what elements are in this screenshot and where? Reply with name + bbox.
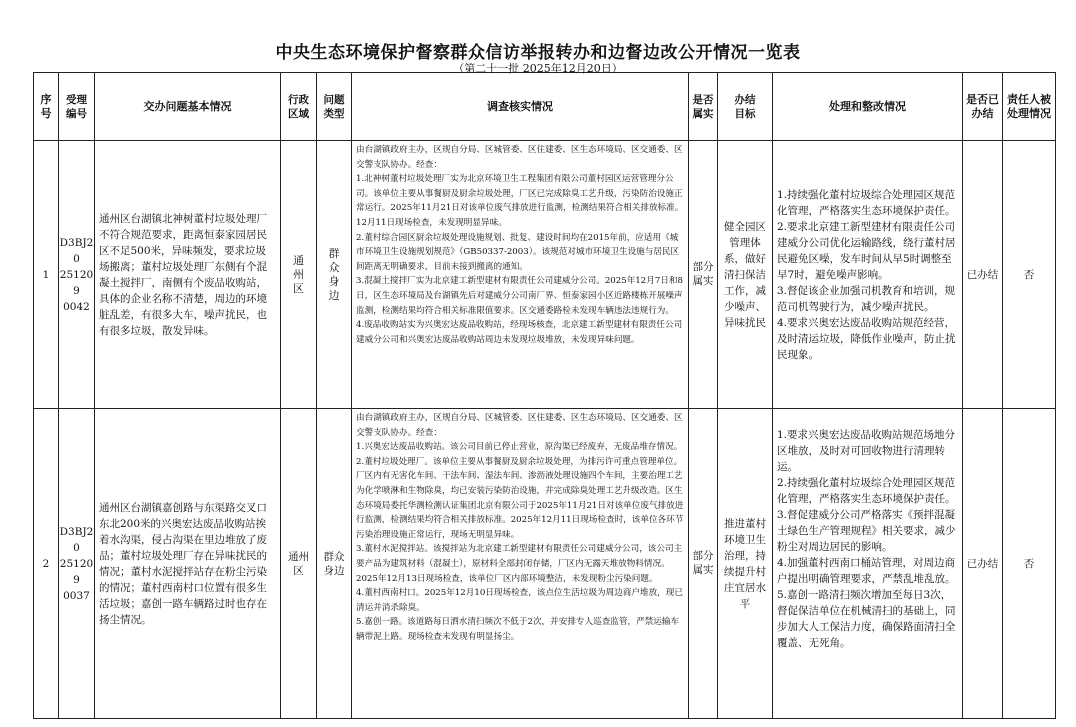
page-subtitle: （第二十一批 2025年12月20日） [453,62,623,75]
row2-code: D3BJ2 0 25120 9 0037 [59,409,95,719]
row2-handling [773,409,963,719]
investigation-item: 4.董村西南村口。2025年12月10日现场检查，该点位生活垃圾为周边商户堆放，现已清运并消杀除臭。 [356,588,683,613]
header-completed: 是否已办结 [963,73,1003,141]
row1-district: 通州区 [281,141,317,409]
investigation-item: 3.混凝土搅拌厂实为北京建工新型建材有限责任公司建威分公司。2025年12月7日和8日，区生态环境局及台湖镇先后对建威分公司南厂界、恒泰家园小区近路楼栋开展噪声监测，检测结果均符合相关标准限值要求。区交通委路检未发现车辆违法违规行为。 [356,276,683,316]
investigation-item: 由台湖镇政府主办，区规自分局、区城管委、区住建委、区生态环境局、区交通委、区交警支队协办。经查： [356,413,683,438]
header-investigation: 调查核实情况 [352,73,689,141]
handling-item: 1.持续强化董村垃圾综合处理园区规范化管理，严格落实生态环境保护责任。 [777,188,956,217]
header-district: 行政区域 [281,73,317,141]
investigation-item: 由台湖镇政府主办，区规自分局、区城管委、区住建委、区生态环境局、区交通委、区交警支队协办。经查： [356,145,683,170]
header-row [34,73,1056,141]
row2-verified: 部分属实 [689,409,718,719]
row2-investigation [352,409,689,719]
row1-verified: 部分属实 [689,141,718,409]
header-verified: 是否属实 [689,73,718,141]
page-title: 中央生态环境保护督察群众信访举报转办和边督边改公开情况一览表 [275,43,801,63]
header-type: 问题类型 [317,73,352,141]
row1-code: D3BJ2 0 25120 9 0042 [59,141,95,409]
investigation-item: 1.兴奥宏达废品收购站。该公司目前已停止营业，原沟渠已经废弃，无废品堆存情况。 [356,442,683,453]
header-handling: 处理和整改情况 [773,73,963,141]
investigation-item: 1.北神树董村垃圾处理厂实为北京环境卫生工程集团有限公司董村园区运营管理分公司。该单位主要从事餐厨及厨余垃圾处理，厂区已完成除臭工艺升级，污染防治设施正常运行。2025年11月21日对该单位废气排放进行监测，检测结果符合相关排放标准。12月11日现场检查，未发现明显异味。 [356,174,684,228]
row1-type: 群众身边 [317,141,352,409]
handling-item: 3.督促该企业加强司机教育和培训，规范司机驾驶行为，减少噪声扰民。 [777,284,956,313]
investigation-item: 3.董村水泥搅拌站。该搅拌站为北京建工新型建材有限责任公司建威分公司，该公司主要产品为建筑材料（混凝土），原材料全部封闭存储，厂区内无露天堆放物料情况。2025年12月13日现场检查，该单位厂区内部环境整洁，未发现粉尘污染问题。 [356,544,683,584]
handling-item: 1.要求兴奥宏达废品收购站规范场地分区堆放，及时对可回收物进行清理转运。 [777,429,956,473]
row2-goal: 推进董村环境卫生治理，持续提升村庄宜居水平 [718,409,773,719]
header-code: 受理编号 [59,73,95,141]
row1-investigation [352,141,689,409]
report-table [33,72,1056,719]
row2-seq: 2 [34,409,59,719]
row1-completed: 已办结 [963,141,1003,409]
row1-accountable: 否 [1003,141,1056,409]
investigation-item: 5.嘉创一路。该道路每日洒水清扫频次不低于2次，并安排专人巡查监管，严禁运输车辆带泥上路。现场检查未发现有明显扬尘。 [356,617,680,642]
investigation-item: 2.董村垃圾处理厂。该单位主要从事餐厨及厨余垃圾处理，为排污许可重点管理单位。厂区内有无害化车间、干法车间、湿法车间、渗沥液处理设施四个车间，主要治理工艺为化学喷淋和生物除臭，均已安装污染防治设施，并完成除臭处理工艺升级改造。区生态环境局委托华测检测认证集团北京有限公司于2025年11月21日对该单位废气排放进行监测，检测结果均符合相关排放标准。2025年12月11日现场检查时，该单位各环节污染治理设施正常运行，现场无明显异味。 [356,456,684,540]
handling-item: 5.嘉创一路清扫频次增加至每日3次，督促保洁单位在机械清扫的基础上，同步加大人工保洁力度，确保路面清扫全覆盖、无死角。 [777,589,956,649]
header-accountable: 责任人被处理情况 [1003,73,1056,141]
row2-district: 通州区 [281,409,317,719]
header-issue: 交办问题基本情况 [95,73,281,141]
row1-goal: 健全园区管理体系，做好清扫保洁工作，减少噪声、异味扰民 [718,141,773,409]
table-row [34,141,1056,409]
row2-completed: 已办结 [963,409,1003,719]
row1-handling [773,141,963,409]
header-goal: 办结目标 [718,73,773,141]
handling-item: 2.持续强化董村垃圾综合处理园区规范化管理，严格落实生态环境保护责任。 [777,477,956,505]
handling-item: 2.要求北京建工新型建材有限责任公司建威分公司优化运输路线，绕行董村居民避免区噪，发车时间从早5时调整至早7时，避免噪声影响。 [777,220,956,281]
row1-issue: 通州区台湖镇北神树董村垃圾处理厂不符合规范要求，距离恒泰家园居民区不足500米，异味频发，要求垃圾场搬离；董村垃圾处理厂东侧有个混凝土搅拌厂，南侧有个废品收购站，具体的企业名称不清楚，周边的环境脏乱差，有很多大车，噪声扰民，也有很多垃圾，散发异味。 [95,141,281,409]
table-row [34,409,1056,719]
row1-seq: 1 [34,141,59,409]
handling-item: 4.加强董村西南口桶站管理，对周边商户提出明确管理要求，严禁乱堆乱放。 [777,557,956,585]
row2-issue: 通州区台湖镇嘉创路与东渠路交叉口东北200米的兴奥宏达废品收购站挨着水沟渠，侵占沟渠在里边堆放了废品；董村垃圾处理厂存在异味扰民的情况；董村水泥搅拌站存在粉尘污染的情况；董村西南村口位置有很多生活垃圾；嘉创一路车辆路过时也存在扬尘情况。 [95,409,281,719]
investigation-item: 4.废品收购站实为兴奥宏达废品收购站，经现场核查，北京建工新型建材有限责任公司建威分公司和兴奥宏达废品收购站周边未发现垃圾堆放，未发现异味问题。 [356,320,683,345]
row2-type: 群众身边 [317,409,352,719]
row2-accountable: 否 [1003,409,1056,719]
handling-item: 3.督促建威分公司严格落实《预拌混凝土绿色生产管理规程》相关要求，减少粉尘对周边居民的影响。 [777,509,956,553]
investigation-item: 2.董村综合园区厨余垃圾处理设施规划、批复、建设时间均在2015年前，应适用《城市环境卫生设施规划规范》（GB50337-2003）。该规范对城市环境卫生设施与居民区间距离无明确要求，目前未接到搬离的通知。 [356,232,680,272]
handling-item: 4.要求兴奥宏达废品收购站规范经营，及时清运垃圾，降低作业噪声，防止扰民现象。 [777,316,956,361]
header-seq: 序号 [34,73,59,141]
